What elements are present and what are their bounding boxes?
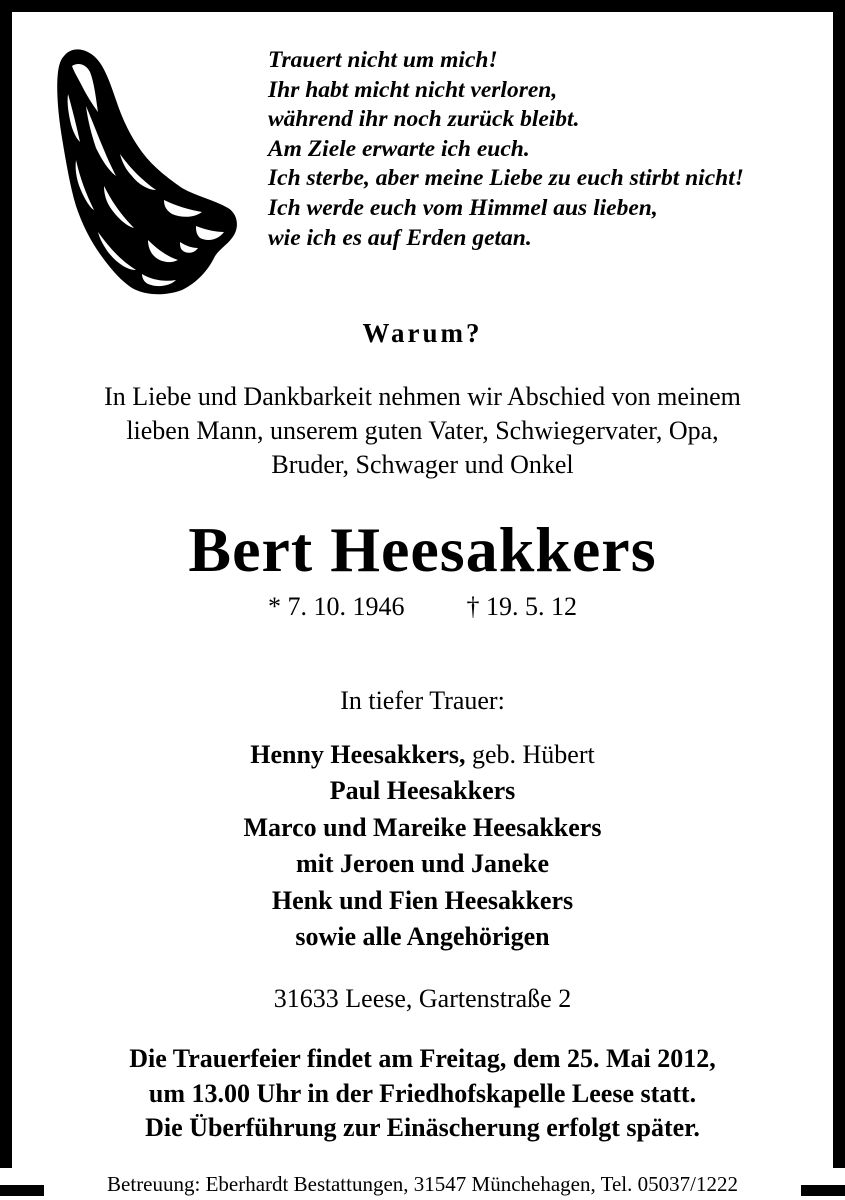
deceased-name: Bert Heesakkers: [188, 514, 657, 585]
poem-line: während ihr noch zurück bleibt.: [268, 106, 580, 133]
footer: [0, 1168, 845, 1200]
family-line: Henk und Fien Heesakkers: [271, 885, 574, 915]
poem-line: Trauert nicht um mich!: [268, 47, 498, 73]
ceremony-line: Die Überführung zur Einäscherung erfolgt später.: [145, 1113, 700, 1142]
intro-line: lieben Mann, unserem guten Vater, Schwiegervater, Opa,: [126, 416, 719, 445]
family-line: sowie alle Angehörigen: [295, 922, 550, 952]
life-dates: [12, 592, 833, 622]
poem-line: wie ich es auf Erden getan.: [268, 224, 532, 251]
family-line: Marco und Mareike Heesakkers: [243, 812, 602, 842]
family-line: Paul Heesakkers: [329, 776, 516, 806]
family-maiden-name: geb. Hübert: [465, 740, 595, 769]
poem-line: Ich sterbe, aber meine Liebe zu euch stirbt nicht!: [268, 165, 744, 192]
mourning-label: In tiefer Trauer:: [340, 686, 505, 715]
ceremony-line: um 13.00 Uhr in der Friedhofskapelle Leese statt.: [148, 1078, 697, 1108]
family-line: mit Jeroen und Janeke: [295, 849, 550, 879]
poem-line: Am Ziele erwarte ich euch.: [268, 135, 530, 162]
family-list: [12, 737, 833, 955]
poem-line: Ihr habt micht nicht verloren,: [268, 76, 558, 103]
intro-line: In Liebe und Dankbarkeit nehmen wir Abschied von meinem: [104, 382, 741, 411]
praying-hands-icon: [46, 42, 242, 300]
poem-line: Ich werde euch vom Himmel aus lieben,: [268, 194, 658, 221]
ceremony-notice: [12, 1042, 833, 1146]
address: 31633 Leese, Gartenstraße 2: [273, 984, 572, 1013]
poem: [268, 46, 828, 253]
family-line: [12, 737, 833, 773]
heading: Warum?: [362, 318, 483, 348]
ceremony-line: Die Trauerfeier findet am Freitag, dem 25. Mai 2012,: [129, 1044, 716, 1073]
intro-text: [12, 380, 833, 482]
birth-date: * 7. 10. 1946: [268, 592, 405, 621]
funeral-home-credit: Betreuung: Eberhardt Bestattungen, 31547 Münchehagen, Tel. 05037/1222: [44, 1168, 801, 1200]
intro-line: Bruder, Schwager und Onkel: [271, 450, 574, 479]
death-date: † 19. 5. 12: [466, 592, 577, 621]
family-name: Henny Heesakkers,: [250, 740, 466, 769]
